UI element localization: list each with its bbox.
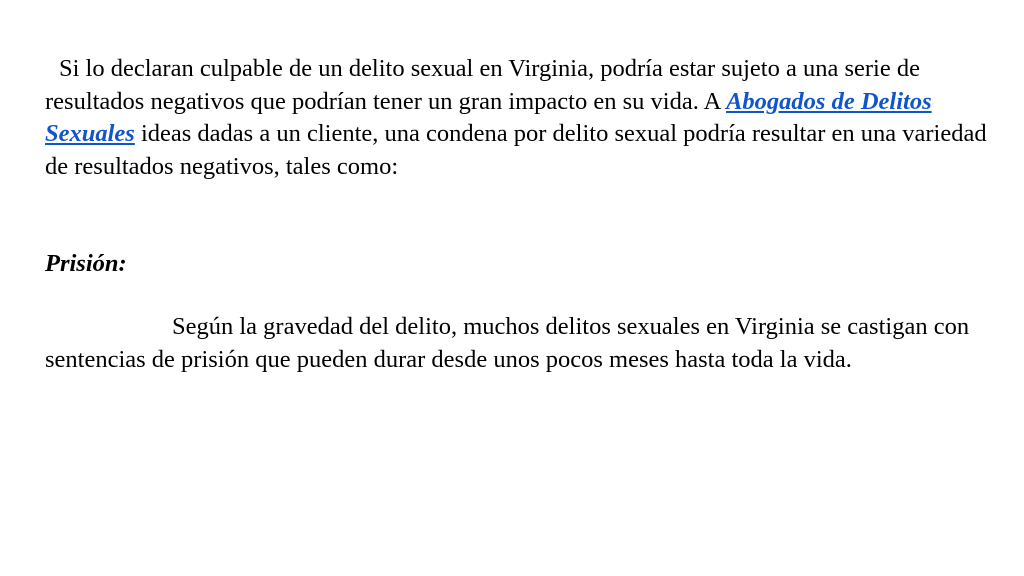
abogados-link[interactable]: Abogados de Delitos Sexuales — [45, 87, 932, 147]
section-heading: Prisión: — [45, 250, 127, 277]
intro-text-before-link: Si lo declaran culpable de un delito sexual en Virginia, podría estar sujeto a una serie de resultados negativos que podrían tener un gran impacto en su vida. A — [45, 55, 920, 115]
section-body-paragraph — [45, 311, 990, 376]
section-body-text: Según la gravedad del delito, muchos delitos sexuales en Virginia se castigan con sentencias de prisión que pueden durar desde unos pocos meses hasta toda la vida. — [45, 313, 970, 373]
intro-paragraph — [45, 53, 990, 183]
intro-text-after-link: ideas dadas a un cliente, una condena por delito sexual podría resultar en una variedad de resultados negativos, tales como: — [45, 120, 987, 180]
